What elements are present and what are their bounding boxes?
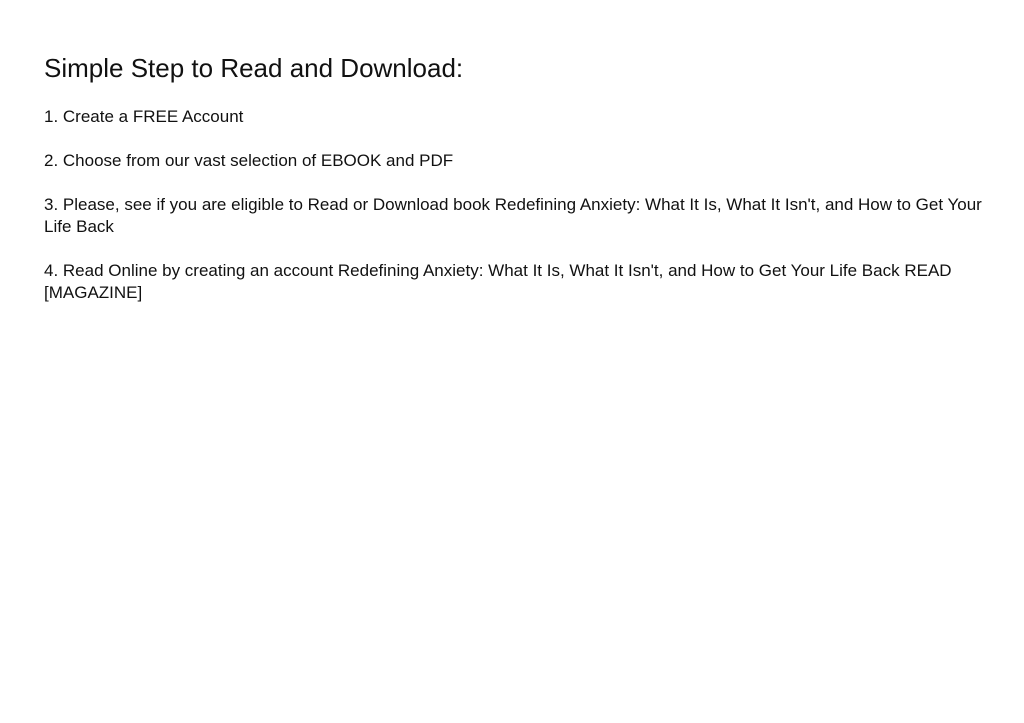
step-check-eligibility: 3. Please, see if you are eligible to Read or Download book Redefining Anxiety: What It Is, What It Isn't, and How to Get Your Life Back bbox=[44, 195, 982, 236]
step-choose-selection: 2. Choose from our vast selection of EBOOK and PDF bbox=[44, 151, 454, 170]
step-read-online: 4. Read Online by creating an account Redefining Anxiety: What It Is, What It Isn't, and How to Get Your Life Back READ [MAGAZINE] bbox=[44, 261, 952, 302]
steps-list bbox=[44, 106, 989, 304]
document-page bbox=[44, 52, 989, 326]
step-create-account: 1. Create a FREE Account bbox=[44, 107, 244, 126]
page-title: Simple Step to Read and Download: bbox=[44, 53, 464, 83]
